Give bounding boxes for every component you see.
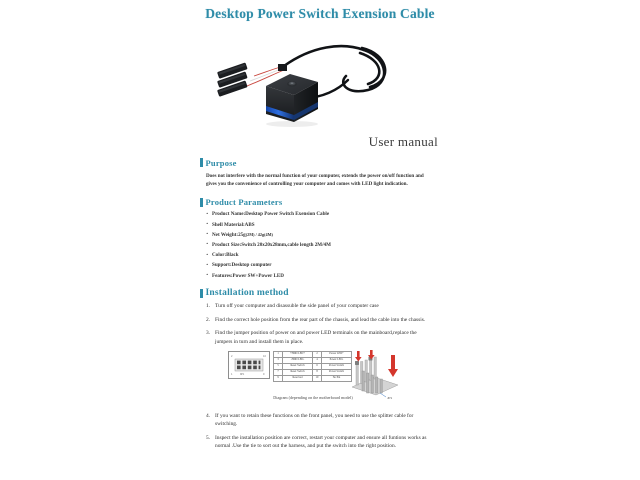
pin-number: 8 [313, 369, 322, 375]
section-accent-bar [200, 158, 203, 167]
jumper-connector-label: JP1 [240, 371, 245, 376]
page-title: Desktop Power Switch Exension Cable [205, 6, 435, 21]
user-manual-label: User manual [368, 133, 438, 149]
pin-number: 4 [313, 357, 322, 363]
pin-number: 9 [274, 375, 283, 381]
pin-label: No Pin [322, 375, 352, 381]
pin-label: Reserved [283, 375, 313, 381]
parameter-text: Features:Power SW+Power LED [212, 272, 284, 279]
pin-assignment-table [273, 351, 352, 382]
installation-step-list [206, 302, 434, 346]
parameter-text: Product Name:Desktop Power Switch Exension Cable [212, 211, 330, 218]
section-title-purpose: Purpose [205, 157, 237, 168]
svg-text:10: 10 [263, 354, 266, 358]
pin-number: 5 [274, 363, 283, 369]
list-item: Turn off your computer and disassuble the side panel of your computer case [215, 303, 379, 310]
pin-label: Power LED+ [322, 351, 352, 357]
section-header-purpose [200, 158, 448, 168]
purpose-block [206, 172, 434, 189]
parameter-list [206, 211, 434, 279]
jumper-diagram-left [228, 351, 353, 400]
pin-number: 2 [313, 351, 322, 357]
parameter-subtext: (2M) / 42g(4M) [245, 231, 273, 237]
section-title-installation: Installation method [205, 288, 289, 299]
list-item: If you want to retain these functions on the front panel, you need to use the splitter cable for switching. [215, 412, 414, 428]
pin-label: Reset Switch [283, 369, 313, 375]
list-item [206, 273, 434, 280]
list-item: Find the correct hole position from the rear part of the chassis, and lead the cable into the chassis. [215, 316, 426, 323]
parameter-text: Color:Black [212, 252, 239, 259]
installation-block [206, 302, 434, 450]
parameter-text: Shell Material:ABS [212, 221, 255, 228]
section-accent-bar [200, 289, 203, 298]
pin-label: -HDD LED- [283, 357, 313, 363]
section-title-product-parameters: Product Parameters [205, 197, 283, 208]
jumper-diagram [206, 351, 434, 409]
jumper-install-illustration [346, 349, 406, 406]
svg-text:JP1: JP1 [387, 395, 393, 400]
pin-number: 1 [274, 351, 283, 357]
section-header-installation [200, 288, 448, 298]
table-row [274, 375, 352, 381]
list-item [206, 211, 434, 218]
product-image [192, 24, 448, 132]
pin-label: Power Switch [322, 363, 352, 369]
pin-number: 3 [274, 357, 283, 363]
pin-label: Power LED- [322, 357, 352, 363]
list-item: Find the jumper position of power on and power LED terminals on the mainboard,replace the jumpers in turn and install them in place. [215, 330, 417, 345]
list-item [206, 242, 434, 249]
product-parameters-block [206, 211, 434, 279]
svg-text:1: 1 [231, 372, 233, 376]
section-accent-bar [200, 198, 203, 207]
parameter-text: Support:Desktop computer [212, 262, 272, 269]
manual-sheet [192, 0, 448, 480]
pin-header-graphic [228, 351, 270, 379]
product-illustration [192, 24, 448, 132]
pin-number: 10 [313, 375, 322, 381]
parameter-text: Product Size:Switch 20x20x28mm,cable length 2M/4M [212, 241, 331, 248]
installation-step-list-continued [206, 412, 434, 451]
list-item: Inspect the installation position are correct, restart your computer and ensure all funtions works as normal .Use the tie to sort out the harness, and put the switch into the right position. [215, 434, 427, 449]
list-item [206, 232, 434, 239]
pin-label: Power Switch [322, 369, 352, 375]
svg-text:9: 9 [263, 372, 265, 376]
list-item [206, 252, 434, 259]
pin-label: Reset Switch [283, 363, 313, 369]
list-item [206, 222, 434, 229]
pin-number: 6 [313, 363, 322, 369]
section-header-product-parameters [200, 197, 448, 207]
pin-number: 7 [274, 369, 283, 375]
pin-label: +HDD LED+ [283, 351, 313, 357]
svg-text:2: 2 [231, 354, 233, 358]
diagram-caption: Diagram (depending on the motherboard model) [273, 394, 353, 400]
list-item [206, 262, 434, 269]
purpose-text: Does not interfere with the normal function of your computer, extends the power on/off function and gives you the convenience of controlling your computer and comes with LED light indication. [206, 172, 424, 188]
parameter-text: Net Weight:25g [212, 231, 246, 238]
